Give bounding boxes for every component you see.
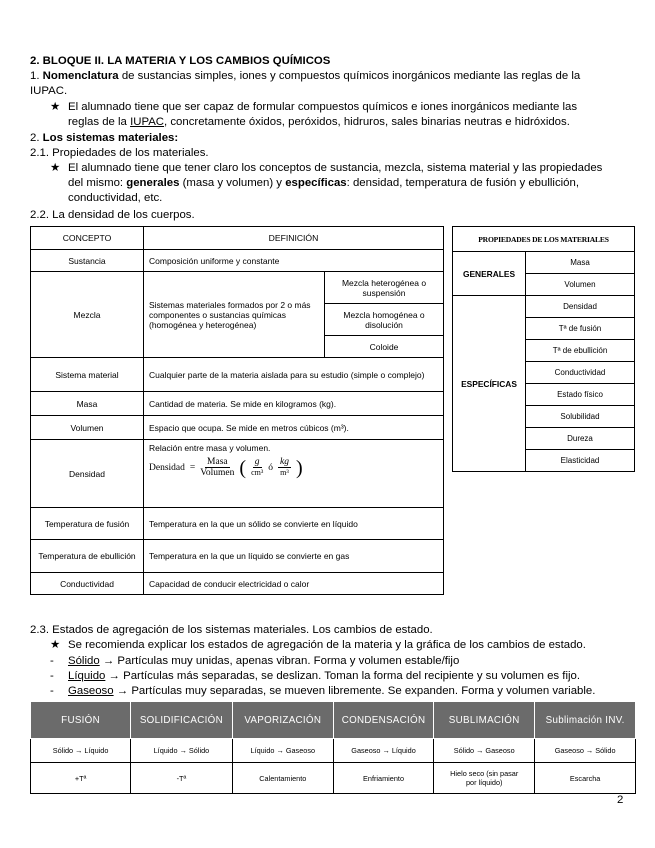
concept-masa: Masa	[31, 392, 144, 416]
solido-term: Sólido	[68, 655, 100, 667]
change-vaporizacion: Líquido → Gaseoso	[232, 739, 333, 763]
header-condensacion: CONDENSACIÓN	[333, 702, 433, 739]
solido-line	[68, 654, 459, 669]
liquido-text: Partículas más separadas, se deslizan. Toman la forma del recipiente y su volumen es fijo.	[123, 670, 581, 682]
prop-densidad: Densidad	[526, 296, 635, 318]
formula-equals: =	[189, 462, 196, 473]
densidad-formula	[149, 457, 303, 478]
unit-num: kg	[279, 457, 289, 467]
item-number: 1.	[30, 70, 40, 82]
note-condensacion: Enfriamiento	[333, 763, 433, 794]
fraction-num: Masa	[207, 457, 228, 467]
mezcla-homogenea: Mezcla homogénea o disolución	[325, 304, 444, 336]
header-sublimacion: SUBLIMACIÓN	[434, 702, 535, 739]
def-volumen: Espacio que ocupa. Se mide en metros cúbicos (m³).	[144, 416, 444, 440]
nomenclatura-bullet-cont	[68, 115, 570, 130]
note-sublimacion-inversa: Escarcha	[535, 763, 636, 794]
star-bullet-icon: ★	[50, 639, 61, 651]
nomenclatura-term: Nomenclatura	[42, 70, 119, 82]
formula-lhs: Densidad	[149, 462, 185, 473]
dash-bullet: -	[50, 655, 54, 667]
unit-kg-m3	[278, 457, 291, 478]
unit-den: cm³	[251, 468, 264, 477]
star-bullet-icon: ★	[50, 101, 61, 113]
unit-num: g	[254, 457, 260, 467]
concept-tfusion: Temperatura de fusión	[31, 508, 144, 540]
propiedades-bullet-cont2: conductividad, etc.	[68, 192, 163, 204]
note-sublimacion: Hielo seco (sin pasar por líquido)	[434, 763, 535, 794]
properties-title: PROPIEDADES DE LOS MATERIALES	[453, 227, 635, 252]
bullet-text: , concretamente óxidos, peróxidos, hidruros, sales binarias neutras e hidróxidos.	[164, 116, 570, 128]
change-condensacion: Gaseoso → Líquido	[333, 739, 433, 763]
unit-g-cm3	[251, 457, 263, 478]
gaseoso-text: Partículas muy separadas, se mueven libremente. Se expanden. Forma y volumen variable.	[131, 685, 596, 697]
change-fusion: Sólido → Líquido	[31, 739, 131, 763]
concept-sustancia: Sustancia	[31, 250, 144, 272]
item-number: 2.	[30, 132, 40, 144]
prop-solubilidad: Solubilidad	[526, 406, 635, 428]
arrow-icon: →	[102, 655, 115, 667]
concept-table	[30, 226, 444, 595]
densidad-text: Relación entre masa y volumen.	[149, 443, 271, 453]
header-definicion: DEFINICIÓN	[144, 227, 444, 250]
star-bullet-icon: ★	[50, 162, 61, 174]
formula-or: ó	[268, 462, 273, 473]
subsection-2-2: 2.2. La densidad de los cuerpos.	[30, 209, 195, 221]
solido-text: Partículas muy unidas, apenas vibran. Forma y volumen estable/fijo	[117, 655, 460, 667]
formula-fraction	[200, 457, 234, 478]
header-vaporizacion: VAPORIZACIÓN	[232, 702, 333, 739]
prop-dureza: Dureza	[526, 428, 635, 450]
bullet-text: reglas de la	[68, 116, 127, 128]
subsection-2-3: 2.3. Estados de agregación de los sistemas materiales. Los cambios de estado.	[30, 624, 433, 636]
header-fusion: FUSIÓN	[31, 702, 131, 739]
especificas-term: específicas	[285, 177, 347, 189]
bullet-text: : densidad, temperatura de fusión y ebullición,	[346, 177, 580, 189]
gaseoso-line	[68, 684, 595, 699]
note-vaporizacion: Calentamiento	[232, 763, 333, 794]
concept-tebullicion: Temperatura de ebullición	[31, 540, 144, 573]
section-heading: 2. BLOQUE II. LA MATERIA Y LOS CAMBIOS QUÍMICOS	[30, 55, 331, 67]
concept-volumen: Volumen	[31, 416, 144, 440]
header-solidificacion: SOLIDIFICACIÓN	[131, 702, 232, 739]
header-concepto: CONCEPTO	[31, 227, 144, 250]
nomenclatura-text: de sustancias simples, iones y compuestos químicos inorgánicos mediante las reglas de la	[121, 70, 581, 82]
note-fusion: +Tª	[31, 763, 131, 794]
properties-table	[452, 226, 635, 472]
dash-bullet: -	[50, 685, 54, 697]
sistemas-heading	[30, 131, 178, 146]
paren-close: )	[295, 456, 303, 479]
bullet-text: (masa y volumen) y	[182, 177, 283, 189]
generales-term: generales	[126, 177, 180, 189]
def-tfusion: Temperatura en la que un sólido se convierte en líquido	[144, 508, 444, 540]
iupac-link[interactable]: IUPAC	[130, 116, 165, 128]
arrow-icon: →	[116, 685, 129, 697]
note-solidificacion: -Tª	[131, 763, 232, 794]
prop-volumen: Volumen	[526, 274, 635, 296]
arrow-icon: →	[108, 670, 120, 682]
propiedades-bullet-cont	[68, 176, 579, 191]
page-number: 2	[617, 794, 624, 806]
subsection-2-1: 2.1. Propiedades de los materiales.	[30, 147, 209, 159]
prop-estado-fisico: Estado físico	[526, 384, 635, 406]
nomenclatura-bullet: El alumnado tiene que ser capaz de formular compuestos químicos e iones inorgánicos mediante las	[68, 101, 578, 113]
concept-densidad: Densidad	[31, 440, 144, 508]
concept-conductividad: Conductividad	[31, 573, 144, 595]
group-generales: GENERALES	[453, 252, 526, 296]
concept-mezcla: Mezcla	[31, 272, 144, 358]
gaseoso-term: Gaseoso	[68, 685, 114, 697]
def-conductividad: Capacidad de conducir electricidad o calor	[144, 573, 444, 595]
group-especificas: ESPECÍFICAS	[453, 296, 526, 472]
mezcla-coloide: Coloide	[325, 336, 444, 358]
def-sustancia: Composición uniforme y constante	[144, 250, 444, 272]
header-sublimacion-inversa: Sublimación INV.	[535, 702, 636, 739]
mezcla-heterogenea: Mezcla heterogénea o suspensión	[325, 272, 444, 304]
prop-conductividad: Conductividad	[526, 362, 635, 384]
def-tebullicion: Temperatura en la que un líquido se convierte en gas	[144, 540, 444, 573]
prop-tfusion: Tª de fusión	[526, 318, 635, 340]
bullet-text: del mismo:	[68, 177, 124, 189]
prop-masa: Masa	[526, 252, 635, 274]
liquido-term: Líquido	[68, 670, 106, 682]
dash-bullet: -	[50, 670, 54, 682]
estados-bullet: Se recomienda explicar los estados de agregación de la materia y la gráfica de los cambios de estado.	[68, 639, 586, 651]
sistemas-term: Los sistemas materiales:	[42, 132, 179, 144]
def-mezcla: Sistemas materiales formados por 2 o más componentes o sustancias químicas (homogénea y heterogénea)	[144, 272, 325, 358]
def-masa: Cantidad de materia. Se mide en kilogramos (kg).	[144, 392, 444, 416]
nomenclatura-text-cont: IUPAC.	[30, 85, 68, 97]
fraction-den: Volumen	[200, 468, 235, 478]
change-solidificacion: Líquido → Sólido	[131, 739, 232, 763]
state-changes-table	[30, 701, 636, 794]
prop-elasticidad: Elasticidad	[526, 450, 635, 472]
change-sublimacion: Sólido → Gaseoso	[434, 739, 535, 763]
prop-tebullicion: Tª de ebullición	[526, 340, 635, 362]
liquido-line	[68, 669, 580, 684]
nomenclatura-paragraph	[30, 69, 580, 84]
change-sublimacion-inversa: Gaseoso → Sólido	[535, 739, 636, 763]
concept-sistema-material: Sistema material	[31, 358, 144, 392]
paren-open: (	[239, 456, 247, 479]
propiedades-bullet: El alumnado tiene que tener claro los conceptos de sustancia, mezcla, sistema material y las propiedades	[68, 162, 603, 174]
def-sistema-material: Cualquier parte de la materia aislada para su estudio (simple o complejo)	[144, 358, 444, 392]
unit-den: m³	[280, 468, 289, 477]
def-densidad	[144, 440, 444, 508]
